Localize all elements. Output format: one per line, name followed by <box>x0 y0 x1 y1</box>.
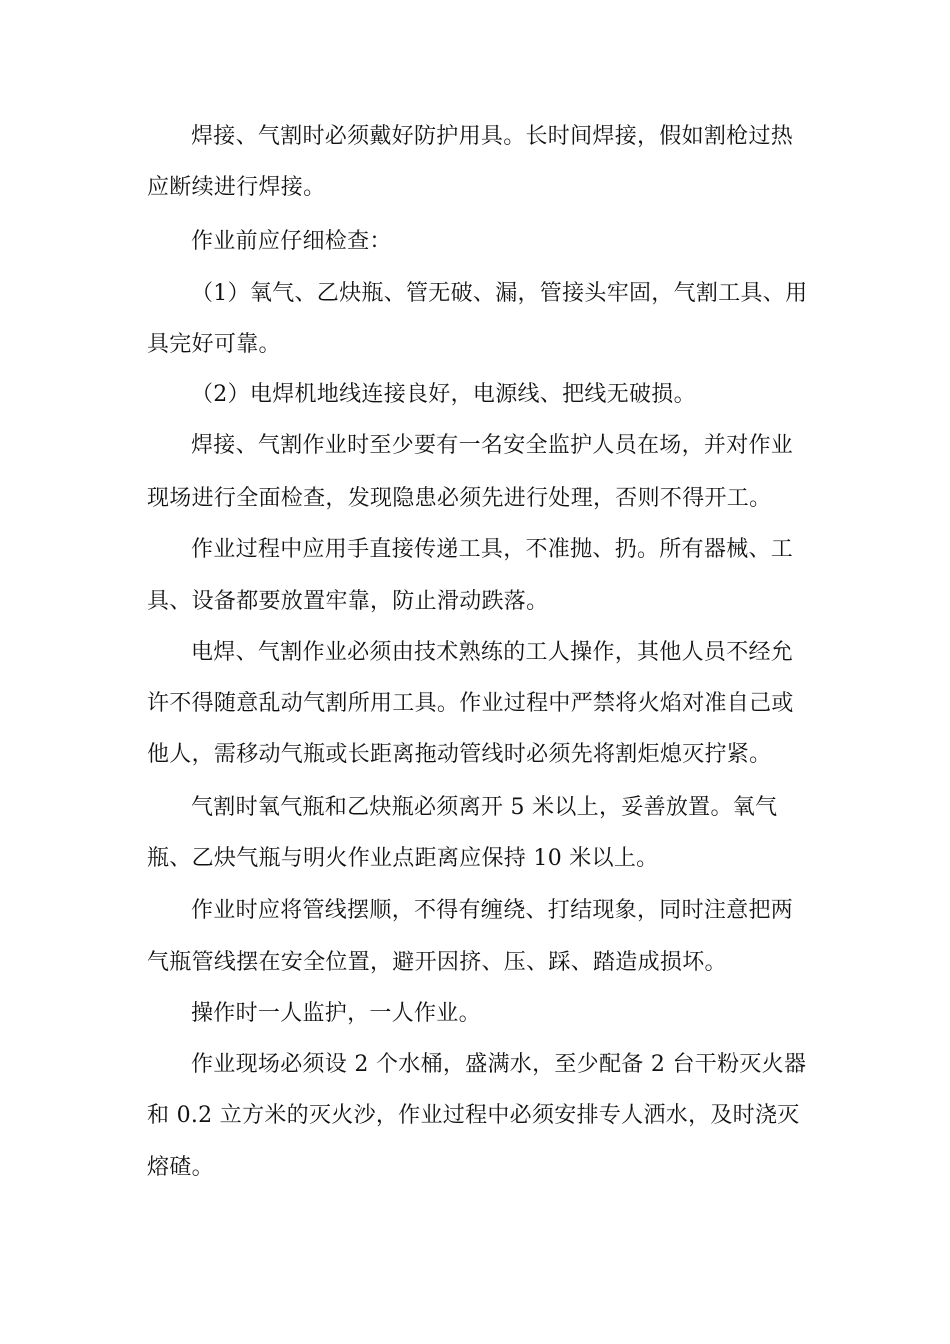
text-line: 作业过程中应用手直接传递工具，不准抛、扔。所有器械、工 <box>191 537 794 562</box>
text-line: 操作时一人监护，一人作业。 <box>191 1001 481 1026</box>
text-line: 作业时应将管线摆顺，不得有缠绕、打结现象，同时注意把两 <box>191 898 794 923</box>
text-line: 气割时氧气瓶和乙炔瓶必须离开 5 米以上，妥善放置。氧气 <box>191 795 778 820</box>
text-line: 许不得随意乱动气割所用工具。作业过程中严禁将火焰对准自己或 <box>147 691 794 716</box>
text-line: 电焊、气割作业必须由技术熟练的工人操作，其他人员不经允 <box>191 640 794 665</box>
text-line: 作业前应仔细检查： <box>191 229 392 254</box>
text-line: 具、设备都要放置牢靠，防止滑动跌落。 <box>147 589 549 614</box>
text-line: （2）电焊机地线连接良好，电源线、把线无破损。 <box>191 382 696 407</box>
text-line: 和 0.2 立方米的灭火沙，作业过程中必须安排专人洒水，及时浇灭 <box>147 1103 800 1128</box>
text-line: 具完好可靠。 <box>147 332 281 357</box>
text-line: 焊接、气割时必须戴好防护用具。长时间焊接，假如割枪过热 <box>191 124 794 149</box>
text-line: 瓶、乙炔气瓶与明火作业点距离应保持 10 米以上。 <box>147 846 659 871</box>
text-line: 现场进行全面检查，发现隐患必须先进行处理，否则不得开工。 <box>147 486 772 511</box>
text-line: 作业现场必须设 2 个水桶，盛满水，至少配备 2 台干粉灭火器 <box>191 1052 807 1077</box>
text-line: 气瓶管线摆在安全位置，避开因挤、压、踩、踏造成损坏。 <box>147 950 727 975</box>
text-line: 熔碴。 <box>147 1155 214 1180</box>
text-line: 焊接、气割作业时至少要有一名安全监护人员在场，并对作业 <box>191 433 794 458</box>
text-line: 他人，需移动气瓶或长距离拖动管线时必须先将割炬熄灭拧紧。 <box>147 742 772 767</box>
text-line: 应断续进行焊接。 <box>147 175 326 200</box>
text-line: （1）氧气、乙炔瓶、管无破、漏，管接头牢固，气割工具、用 <box>191 281 808 306</box>
